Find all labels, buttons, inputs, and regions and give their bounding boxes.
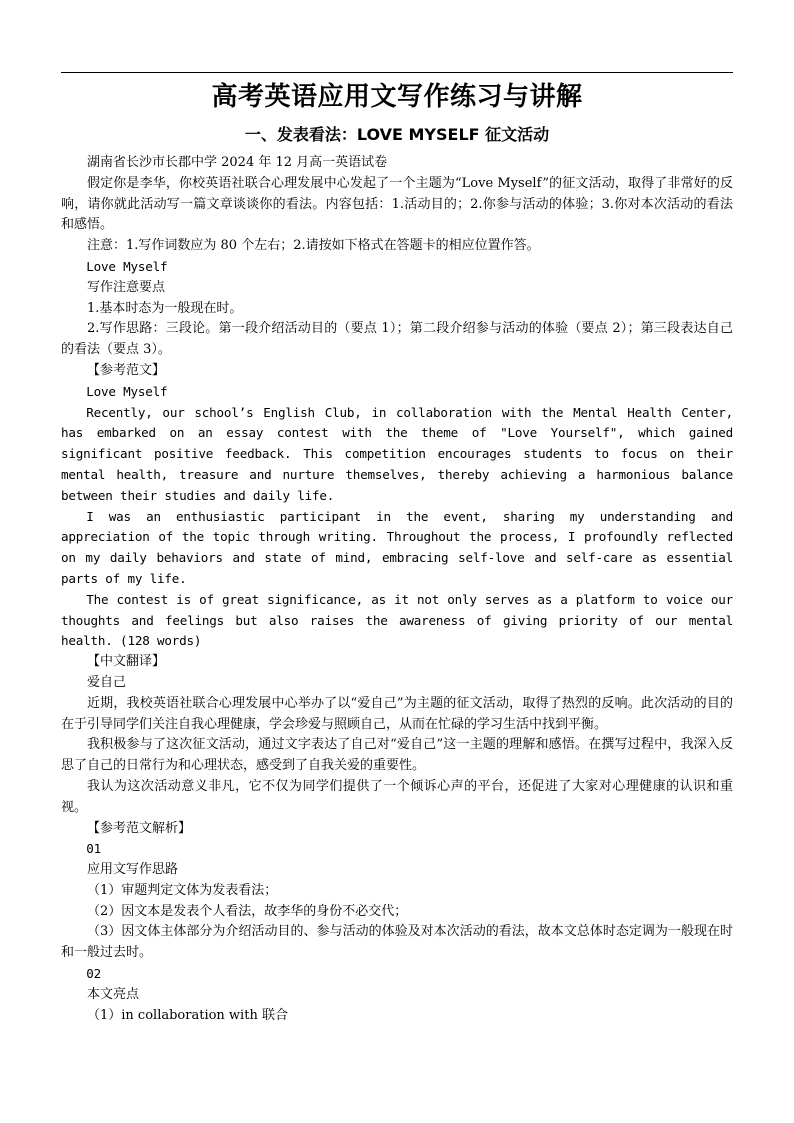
paragraph: （1）审题判定文体为发表看法； xyxy=(87,882,278,898)
section-title: 一、发表看法：LOVE MYSELF 征文活动 xyxy=(244,125,550,144)
paragraph: 注意：1.写作词数应为 80 个左右；2.请按如下格式在答题卡的相应位置作答。 xyxy=(87,238,540,254)
paragraph: 我认为这次活动意义非凡，它不仅为同学们提供了一个倾诉心声的平台，还促进了大家对心理健康的认识和重视。 xyxy=(61,778,733,815)
paragraph: （2）因文本是发表个人看法，故李华的身份不必交代； xyxy=(87,903,408,919)
paragraph: Love Myself xyxy=(86,258,168,274)
document-page xyxy=(61,72,733,1026)
paragraph: I was an enthusiastic participant in the event, sharing my understanding and appreciation of the topic through writing. Throughout the process, I profoundly reflected on my daily behaviors and state of mind, embracing self-love and self-care as essential parts of my life. xyxy=(61,508,733,586)
paragraph: 本文亮点 xyxy=(87,986,140,1002)
paragraph: 湖南省长沙市长郡中学 2024 年 12 月高一英语试卷 xyxy=(87,155,388,170)
paragraph: The contest is of great significance, as it not only serves as a platform to voice our thoughts and feelings but also raises the awareness of giving priority of our mental health. (128 words) xyxy=(61,591,733,649)
document-title: 高考英语应用文写作练习与讲解 xyxy=(211,82,583,112)
paragraph: （3）因文体主体部分为介绍活动目的、参与活动的体验及对本次活动的看法，故本文总体时态定调为一般现在时和一般过去时。 xyxy=(61,924,733,961)
paragraph: Love Myself xyxy=(86,383,168,399)
paragraph: 1.基本时态为一般现在时。 xyxy=(87,300,243,316)
paragraph: 近期，我校英语社联合心理发展中心举办了以“爱自己”为主题的征文活动，取得了热烈的反响。此次活动的目的在于引导同学们关注自我心理健康，学会珍爱与照顾自己，从而在忙碌的学习生活中找到平衡。 xyxy=(61,695,733,732)
header-rule xyxy=(61,72,733,73)
paragraph: 写作注意要点 xyxy=(87,279,166,295)
paragraph: 我积极参与了这次征文活动，通过文字表达了自己对“爱自己”这一主题的理解和感悟。在撰写过程中，我深入反思了自己的日常行为和心理状态，感受到了自我关爱的重要性。 xyxy=(61,737,733,774)
document-body xyxy=(61,153,733,1026)
paragraph: 【参考范文】 xyxy=(87,362,166,378)
paragraph: 【参考范文解析】 xyxy=(87,820,192,836)
paragraph: 假定你是李华，你校英语社联合心理发展中心发起了一个主题为“Love Myself”的征文活动，取得了非常好的反响，请你就此活动写一篇文章谈谈你的看法。内容包括：1.活动目的；2.你参与活动的体验；3.你对本次活动的看法和感悟。 xyxy=(61,175,733,233)
paragraph: 【中文翻译】 xyxy=(87,654,166,670)
paragraph: Recently, our school’s English Club, in collaboration with the Mental Health Center, has embarked on an essay contest with the theme of "Love Yourself", which gained significant positive feedback. This competition encourages students to focus on their mental health, treasure and nurture themselves, thereby achieving a harmonious balance between their studies and daily life. xyxy=(61,404,733,503)
paragraph: 2.写作思路：三段论。第一段介绍活动目的（要点 1）；第二段介绍参与活动的体验（要点 2）；第三段表达自己的看法（要点 3）。 xyxy=(61,321,733,358)
paragraph: （1）in collaboration with 联合 xyxy=(87,1007,288,1023)
paragraph: 应用文写作思路 xyxy=(87,862,179,878)
paragraph: 01 xyxy=(86,841,101,857)
paragraph: 02 xyxy=(86,966,101,982)
paragraph: 爱自己 xyxy=(87,674,127,690)
